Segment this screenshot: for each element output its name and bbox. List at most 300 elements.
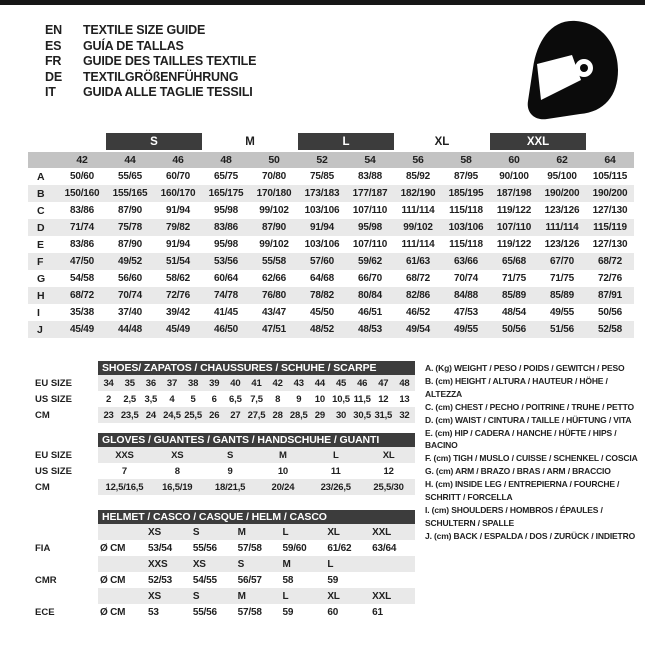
measurement-row [28, 236, 634, 253]
measurement-value: 76/80 [261, 290, 287, 301]
shoe-size-value: 10 [314, 393, 325, 405]
measurement-row [28, 219, 634, 236]
guide-title: TEXTILGRÖßENFÜHRUNG [83, 69, 239, 84]
size-number: 50 [268, 154, 280, 166]
shoe-size-value: 25,5 [184, 409, 202, 421]
legend-entry: E. (cm) HIP / CADERA / HANCHE / HÜFTE / HIPS / BACINO [425, 427, 617, 451]
glove-size-value: 8 [174, 465, 180, 477]
size-number: 48 [220, 154, 232, 166]
measurement-value: 58/62 [165, 273, 191, 284]
measurement-value: 65/75 [213, 171, 239, 182]
language-title-list [45, 23, 256, 101]
measurement-row [28, 304, 634, 321]
measurement-value: 160/170 [160, 188, 196, 199]
measurement-value: 111/114 [401, 205, 435, 216]
measurement-value: 68/72 [597, 256, 623, 267]
diameter-unit-label: Ø CM [100, 606, 126, 618]
size-number: 62 [556, 154, 568, 166]
size-group-header-row [28, 133, 634, 150]
measurement-value: 57/60 [309, 256, 335, 267]
measurement-row [28, 185, 634, 202]
language-title-row [45, 70, 256, 86]
helmet-size-labels [98, 556, 415, 572]
top-border [0, 0, 645, 5]
shoe-size-value: 27 [230, 409, 241, 421]
measurement-value: 83/86 [69, 205, 95, 216]
measurement-value: 44/48 [117, 324, 143, 335]
legend-entry: A. (Kg) WEIGHT / PESO / POIDS / GEWITCH / PESO [425, 363, 625, 373]
helmet-values-row [30, 604, 415, 620]
row-values [98, 407, 415, 423]
measurement-row [28, 253, 634, 270]
size-number: 44 [124, 154, 136, 166]
helmet-size-label: XL [327, 590, 340, 602]
shoe-size-value: 11,5 [353, 393, 371, 405]
helmet-size-label: M [237, 590, 246, 602]
shoe-size-value: 27,5 [247, 409, 266, 421]
measurement-value: 82/86 [405, 290, 431, 301]
helmet-size-value: 58 [282, 574, 294, 586]
size-group-xxl: XXL [490, 133, 586, 150]
measurement-value: 87/90 [117, 205, 143, 216]
measurement-value: 87/95 [453, 171, 479, 182]
row-label: EU SIZE [35, 449, 72, 461]
measurement-value: 51/54 [165, 256, 191, 267]
shoe-size-value: 4 [169, 393, 175, 405]
measurement-value: 60/64 [213, 273, 239, 284]
glove-size-value: 16,5/19 [162, 481, 193, 493]
diameter-unit-label: Ø CM [100, 574, 126, 586]
measurement-value: 85/89 [501, 290, 527, 301]
language-code: EN [45, 23, 62, 37]
shoe-size-value: 39 [209, 377, 220, 389]
measurement-value: 46/51 [357, 307, 383, 318]
measurement-value: 111/114 [401, 239, 435, 250]
language-title-row [45, 54, 256, 70]
shoe-size-value: 46 [357, 377, 368, 389]
measurement-value: 177/187 [352, 188, 388, 199]
glove-size-value: S [227, 449, 234, 461]
standard-name: CMR [35, 574, 57, 586]
shoe-size-value: 48 [399, 377, 410, 389]
helmet-size-label: S [192, 590, 200, 602]
gloves-size-row [30, 479, 415, 495]
measurement-value: 85/89 [549, 290, 575, 301]
measurement-value: 45/50 [309, 307, 335, 318]
measurement-value: 185/195 [448, 188, 484, 199]
row-values [98, 463, 415, 479]
shoe-size-value: 41 [251, 377, 262, 389]
measurement-value: 56/60 [117, 273, 143, 284]
shoe-size-value: 45 [335, 377, 347, 389]
measurement-value: 99/102 [259, 239, 289, 250]
helmet-size-value: 55/56 [192, 606, 217, 618]
measurement-value: 52/58 [597, 324, 623, 335]
helmet-size-value: 59 [282, 606, 294, 618]
shoe-size-value: 30 [335, 409, 347, 421]
gloves-table-title: GLOVES / GUANTES / GANTS / HANDSCHUHE / GUANTI [98, 433, 415, 447]
measurement-value: 55/65 [117, 171, 143, 182]
row-label: EU SIZE [35, 377, 72, 389]
language-code: DE [45, 69, 62, 84]
guide-title: GUIDE DES TAILLES TEXTILE [83, 54, 257, 68]
helmet-size-value: 54/55 [192, 574, 217, 586]
glove-size-value: 7 [121, 465, 127, 477]
measurement-value: 71/74 [69, 222, 95, 233]
helmet-size-label: S [192, 526, 200, 538]
measurement-value: 74/78 [213, 290, 239, 301]
standard-name: ECE [35, 606, 55, 618]
row-letter: F [37, 255, 44, 268]
measurement-value: 78/82 [309, 290, 335, 301]
shoe-size-value: 10,5 [332, 393, 350, 405]
helmet-sizes-row [30, 524, 415, 540]
measurement-value: 70/74 [453, 273, 479, 284]
measurement-value: 62/66 [261, 273, 287, 284]
helmet-size-label: XL [327, 526, 340, 538]
measurement-value: 49/55 [453, 324, 479, 335]
measurement-value: 60/70 [165, 171, 191, 182]
measurement-value: 51/56 [549, 324, 575, 335]
shoe-size-value: 6,5 [229, 393, 242, 405]
row-label: US SIZE [35, 465, 72, 477]
shoe-size-value: 40 [230, 377, 241, 389]
row-values [98, 479, 415, 495]
measurement-value: 45/49 [165, 324, 191, 335]
measurement-value: 72/76 [165, 290, 191, 301]
helmet-size-values [98, 604, 415, 620]
helmet-size-values [98, 572, 415, 588]
shoe-size-value: 28,5 [289, 409, 308, 421]
measurement-value: 79/82 [165, 222, 191, 233]
measurement-value: 187/198 [496, 188, 532, 199]
helmet-size-value: 60 [327, 606, 339, 618]
size-group-xl: XL [434, 135, 450, 148]
measurement-value: 91/94 [309, 222, 335, 233]
measurement-value: 127/130 [592, 239, 628, 250]
glove-size-value: XL [382, 449, 395, 461]
language-title-row [45, 23, 256, 39]
racing-helmet-icon [510, 18, 630, 120]
legend-entry: C. (cm) CHEST / PECHO / POITRINE / TRUHE / PETTO [425, 401, 634, 412]
shoe-size-value: 24,5 [163, 409, 181, 421]
measurement-value: 35/38 [69, 307, 95, 318]
legend-entry: D. (cm) WAIST / CINTURA / TAILLE / HÜFTUNG / VITA [425, 414, 632, 425]
measurement-value: 103/106 [304, 205, 340, 216]
measurement-value: 46/52 [405, 307, 431, 318]
measurement-value: 67/70 [549, 256, 575, 267]
size-number: 52 [316, 154, 328, 166]
helmet-size-value: 59 [327, 574, 339, 586]
legend-entry: F. (cm) TIGH / MUSLO / CUISSE / SCHENKEL / COSCIA [425, 453, 638, 464]
shoe-size-value: 38 [188, 377, 199, 389]
measurement-value: 53/56 [213, 256, 239, 267]
measurement-value: 47/50 [69, 256, 95, 267]
glove-size-value: 20/24 [271, 481, 295, 493]
measurement-value: 95/98 [213, 239, 239, 250]
row-label: CM [35, 409, 50, 421]
measurement-value: 70/74 [117, 290, 143, 301]
shoe-size-value: 6 [211, 393, 217, 405]
helmet-size-value: 52/53 [148, 574, 173, 586]
glove-size-value: 10 [277, 465, 288, 477]
helmet-size-label: M [237, 526, 246, 538]
size-number: 58 [460, 154, 472, 166]
helmet-size-value: 57/58 [237, 542, 262, 554]
measurement-value: 50/56 [597, 307, 623, 318]
measurement-value: 165/175 [208, 188, 244, 199]
helmet-size-label: S [237, 558, 245, 570]
row-letter: C [37, 204, 45, 217]
measurement-value: 50/60 [69, 171, 95, 182]
measurement-value: 68/72 [69, 290, 95, 301]
measurement-value: 190/200 [544, 188, 580, 199]
measurement-value: 83/88 [357, 171, 383, 182]
row-values [98, 447, 415, 463]
measurement-value: 71/75 [501, 273, 527, 284]
measurement-value: 107/110 [496, 222, 532, 233]
measurement-value: 95/98 [213, 205, 239, 216]
measurement-value: 99/102 [259, 205, 289, 216]
helmet-values-row [30, 540, 415, 556]
measurement-value: 99/102 [403, 222, 433, 233]
helmet-size-label: M [282, 558, 291, 570]
helmet-size-value: 59/60 [282, 542, 307, 554]
glove-size-value: M [279, 449, 287, 461]
shoe-size-value: 5 [190, 393, 196, 405]
helmet-values-row [30, 572, 415, 588]
shoe-size-value: 35 [124, 377, 135, 389]
helmet-table-title: HELMET / CASCO / CASQUE / HELM / CASCO [98, 510, 415, 524]
glove-size-value: 11 [330, 465, 341, 477]
measurement-value: 68/72 [405, 273, 431, 284]
measurement-value: 105/115 [592, 171, 628, 182]
measurement-row [28, 287, 634, 304]
measurement-value: 61/63 [405, 256, 431, 267]
row-letter: D [37, 221, 45, 234]
size-number: 60 [508, 154, 520, 166]
measurement-value: 123/126 [544, 239, 580, 250]
size-number-header-row [28, 152, 634, 168]
helmet-size-value: 61 [372, 606, 383, 618]
measurement-value: 71/75 [549, 273, 575, 284]
measurement-value: 150/160 [64, 188, 100, 199]
size-number: 56 [412, 154, 424, 166]
measurement-value: 103/106 [448, 222, 484, 233]
measurement-value: 72/76 [597, 273, 623, 284]
measurement-value: 90/100 [499, 171, 529, 182]
shoe-size-value: 36 [145, 377, 156, 389]
gloves-size-row [30, 463, 415, 479]
measurement-value: 85/92 [405, 171, 431, 182]
measurement-rows [28, 168, 634, 338]
measurement-value: 119/122 [496, 205, 532, 216]
measurement-value: 95/98 [357, 222, 383, 233]
measurement-value: 173/183 [304, 188, 340, 199]
row-label: CM [35, 481, 50, 493]
measurement-value: 83/86 [213, 222, 239, 233]
glove-size-value: L [332, 449, 339, 461]
row-letter: H [37, 289, 45, 302]
measurement-value: 65/68 [501, 256, 527, 267]
measurement-value: 83/86 [69, 239, 95, 250]
measurement-value: 95/100 [547, 171, 577, 182]
shoe-size-value: 23,5 [120, 409, 139, 421]
row-letter: E [37, 238, 45, 251]
measurement-value: 115/119 [593, 222, 627, 233]
shoe-size-value: 26 [209, 409, 220, 421]
measurement-legend [425, 362, 642, 543]
measurement-value: 49/54 [405, 324, 431, 335]
measurement-value: 39/42 [165, 307, 191, 318]
helmet-size-label: XS [148, 526, 161, 538]
measurement-value: 91/94 [165, 205, 191, 216]
measurement-value: 43/47 [261, 307, 287, 318]
helmet-size-labels [98, 588, 415, 604]
helmet-size-label: XS [148, 590, 161, 602]
shoe-size-value: 34 [103, 377, 114, 389]
shoes-size-row [30, 375, 415, 391]
size-group-m: M [245, 135, 255, 148]
shoe-size-value: 23 [103, 409, 114, 421]
shoes-table-title: SHOES/ ZAPATOS / CHAUSSURES / SCHUHE / SCARPE [98, 361, 415, 375]
helmet-size-label: XXL [372, 590, 392, 602]
measurement-value: 48/53 [357, 324, 383, 335]
legend-entry: J. (cm) BACK / ESPALDA / DOS / ZURÜCK / INDIETRO [425, 530, 636, 541]
measurement-value: 41/45 [213, 307, 239, 318]
shoe-size-value: 12 [378, 393, 389, 405]
measurement-value: 48/54 [501, 307, 527, 318]
glove-size-value: 9 [227, 465, 233, 477]
shoes-size-row [30, 407, 415, 423]
language-title-row [45, 85, 256, 101]
measurement-value: 84/88 [453, 290, 479, 301]
measurement-value: 47/53 [453, 307, 479, 318]
helmet-size-value: 56/57 [237, 574, 262, 586]
shoes-size-row [30, 391, 415, 407]
shoe-size-value: 47 [378, 377, 389, 389]
measurement-value: 115/118 [449, 239, 483, 250]
measurement-value: 103/106 [304, 239, 340, 250]
row-letter: I [37, 306, 40, 319]
measurement-value: 115/118 [449, 205, 483, 216]
shoe-size-value: 31,5 [374, 409, 393, 421]
shoe-size-value: 24 [145, 409, 156, 421]
helmet-size-table [30, 510, 415, 620]
helmet-size-label: L [327, 558, 334, 570]
row-values [98, 375, 415, 391]
size-number: 64 [604, 154, 616, 166]
language-title-row [45, 39, 256, 55]
shoe-size-value: 2,5 [123, 393, 136, 405]
measurement-value: 182/190 [400, 188, 436, 199]
shoe-size-value: 43 [293, 377, 304, 389]
measurement-value: 170/180 [256, 188, 292, 199]
measurement-value: 111/114 [545, 222, 579, 233]
shoe-size-value: 13 [399, 393, 410, 405]
shoe-size-value: 37 [166, 377, 178, 389]
guide-title: GUÍA DE TALLAS [83, 38, 184, 53]
glove-size-value: 12 [383, 465, 394, 477]
measurement-value: 75/85 [309, 171, 335, 182]
helmet-size-value: 63/64 [372, 542, 397, 554]
helmet-size-value: 55/56 [192, 542, 217, 554]
legend-entry: H. (cm) INSIDE LEG / ENTREPIERNA / FOURCHE / SCHRITT / FORCELLA [425, 479, 620, 503]
helmet-sizes-row [30, 588, 415, 604]
glove-size-value: XXS [115, 449, 134, 461]
gloves-size-row [30, 447, 415, 463]
measurement-value: 80/84 [357, 290, 383, 301]
row-values [98, 391, 415, 407]
measurement-value: 87/90 [117, 239, 143, 250]
helmet-size-value: 53 [148, 606, 159, 618]
measurement-value: 63/66 [453, 256, 479, 267]
measurement-value: 46/50 [213, 324, 239, 335]
shoe-size-value: 44 [314, 377, 325, 389]
language-code: ES [45, 38, 62, 53]
shoe-size-value: 30,5 [353, 409, 371, 421]
shoe-size-value: 2 [106, 393, 112, 405]
helmet-size-label: XS [192, 558, 206, 570]
helmet-size-value: 57/58 [237, 606, 262, 618]
shoe-size-value: 7,5 [250, 393, 263, 405]
measurement-value: 75/78 [117, 222, 143, 233]
guide-title: GUIDA ALLE TAGLIE TESSILI [83, 85, 253, 99]
measurement-value: 119/122 [496, 239, 532, 250]
glove-size-value: 25,5/30 [373, 481, 404, 493]
measurement-value: 190/200 [592, 188, 628, 199]
measurement-value: 91/94 [165, 239, 191, 250]
shoe-size-value: 8 [275, 393, 281, 405]
measurement-row [28, 168, 634, 185]
measurement-value: 87/90 [261, 222, 287, 233]
measurement-value: 37/40 [117, 307, 143, 318]
helmet-size-labels [98, 524, 415, 540]
measurement-value: 48/52 [309, 324, 335, 335]
measurement-row [28, 270, 634, 287]
helmet-size-label: XXL [372, 526, 392, 538]
standard-name: FIA [35, 542, 51, 554]
shoe-size-value: 29 [314, 409, 325, 421]
legend-entry: I. (cm) SHOULDERS / HOMBROS / ÉPAULES / SCHULTERN / SPALLE [425, 504, 603, 528]
shoe-size-value: 9 [296, 393, 302, 405]
helmet-size-label: XXS [148, 558, 168, 570]
shoe-size-value: 32 [399, 409, 410, 421]
measurement-value: 59/62 [357, 256, 383, 267]
measurement-value: 54/58 [69, 273, 95, 284]
helmet-sizes-row [30, 556, 415, 572]
measurement-value: 123/126 [544, 205, 580, 216]
guide-title: TEXTILE SIZE GUIDE [83, 23, 206, 37]
legend-entry: B. (cm) HEIGHT / ALTURA / HAUTEUR / HÖHE / ALTEZZA [425, 375, 608, 399]
helmet-size-value: 61/62 [327, 542, 352, 554]
helmet-size-values [98, 540, 415, 556]
measurement-value: 87/91 [597, 290, 623, 301]
glove-size-value: 23/26,5 [320, 481, 351, 493]
row-label: US SIZE [35, 393, 72, 405]
shoe-size-value: 42 [272, 377, 283, 389]
row-letter: G [37, 272, 46, 285]
textile-size-table [28, 133, 634, 338]
measurement-value: 47/51 [261, 324, 287, 335]
measurement-value: 64/68 [309, 273, 335, 284]
size-group-s: S [106, 133, 202, 150]
measurement-value: 66/70 [357, 273, 383, 284]
language-code: FR [45, 54, 62, 68]
shoe-size-value: 28 [272, 409, 283, 421]
measurement-value: 50/56 [501, 324, 527, 335]
legend-entry: G. (cm) ARM / BRAZO / BRAS / ARM / BRACCIO [425, 466, 611, 477]
